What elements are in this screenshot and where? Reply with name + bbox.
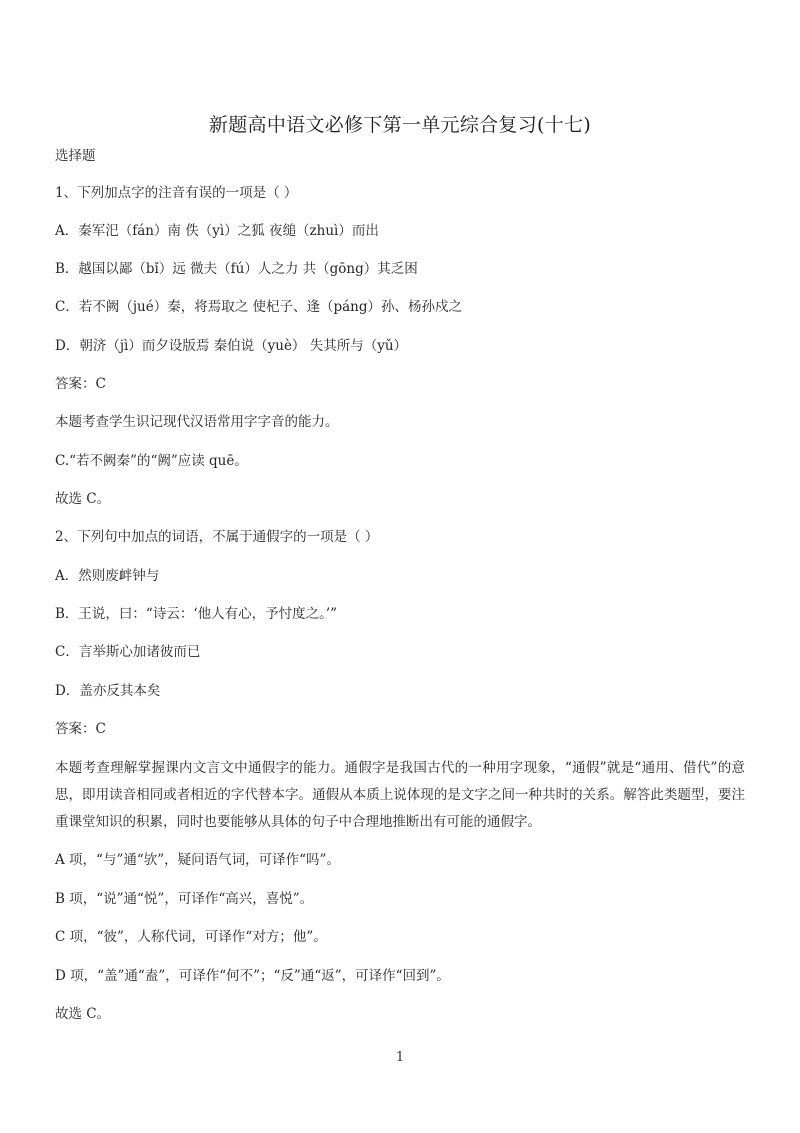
question-1-answer: 答案：C <box>55 376 106 392</box>
question-1-stem: 1、下列加点字的注音有误的一项是（ ） <box>55 185 298 201</box>
question-2-answer: 答案：C <box>55 721 106 737</box>
section-heading: 选择题 <box>55 148 96 164</box>
question-2-item-a: A 项，“与”通“欤”，疑问语气词，可译作“吗”。 <box>55 852 340 868</box>
document-title: 新题高中语文必修下第一单元综合复习(十七) <box>208 114 592 136</box>
question-2-option-a: A．然则废衅钟与 <box>55 568 160 584</box>
question-1-option-b: B．越国以鄙（bǐ）远 微夫（fú）人之力 共（gōng）其乏困 <box>55 261 418 277</box>
question-2-stem: 2、下列句中加点的词语，不属于通假字的一项是（ ） <box>55 529 379 545</box>
question-1-option-a: A．秦军汜（fán）南 佚（yì）之狐 夜缒（zhuì）而出 <box>55 223 379 239</box>
question-1-option-d: D．朝济（jì）而夕设版焉 秦伯说（yuè） 失其所与（yǔ） <box>55 338 408 354</box>
question-2-explanation: 本题考查理解掌握课内文言文中通假字的能力。通假字是我国古代的一种用字现象，“通假”就是“通用、借代”的意思，即用读音相同或者相近的字代替本字。通假从本质上说体现的是文字之间一种共时的关系。解答此类题型，要注重课堂知识的积累，同时也要能够从具体的句子中合理地推断出有可能的通假字。 <box>55 760 745 830</box>
question-2-option-d: D．盖亦反其本矣 <box>55 683 161 699</box>
question-1-option-c: C．若不阙（jué）秦，将焉取之 使杞子、逢（páng）孙、杨孙戍之 <box>55 299 463 315</box>
question-2-option-c: C．言举斯心加诸彼而已 <box>55 644 201 660</box>
question-2-item-c: C 项，“彼”，人称代词，可译作“对方；他”。 <box>55 929 327 945</box>
question-2-item-b: B 项，“说”通“悦”，可译作“高兴，喜悦”。 <box>55 891 314 907</box>
question-1-analysis-line: 本题考查学生识记现代汉语常用字字音的能力。 <box>55 414 339 430</box>
question-2-item-d: D 项，“盖”通“盍”，可译作“何不”；“反”通“返”，可译作“回到”。 <box>55 968 450 984</box>
page-number: 1 <box>395 1050 405 1065</box>
question-2-conclusion: 故选 C。 <box>55 1006 111 1022</box>
question-1-conclusion: 故选 C。 <box>55 491 111 507</box>
question-1-analysis-line: C.“若不阙秦”的“阙”应读 quē。 <box>55 453 248 469</box>
question-2-option-b: B．王说，曰：“诗云：‘他人有心，予忖度之。’” <box>55 606 338 622</box>
